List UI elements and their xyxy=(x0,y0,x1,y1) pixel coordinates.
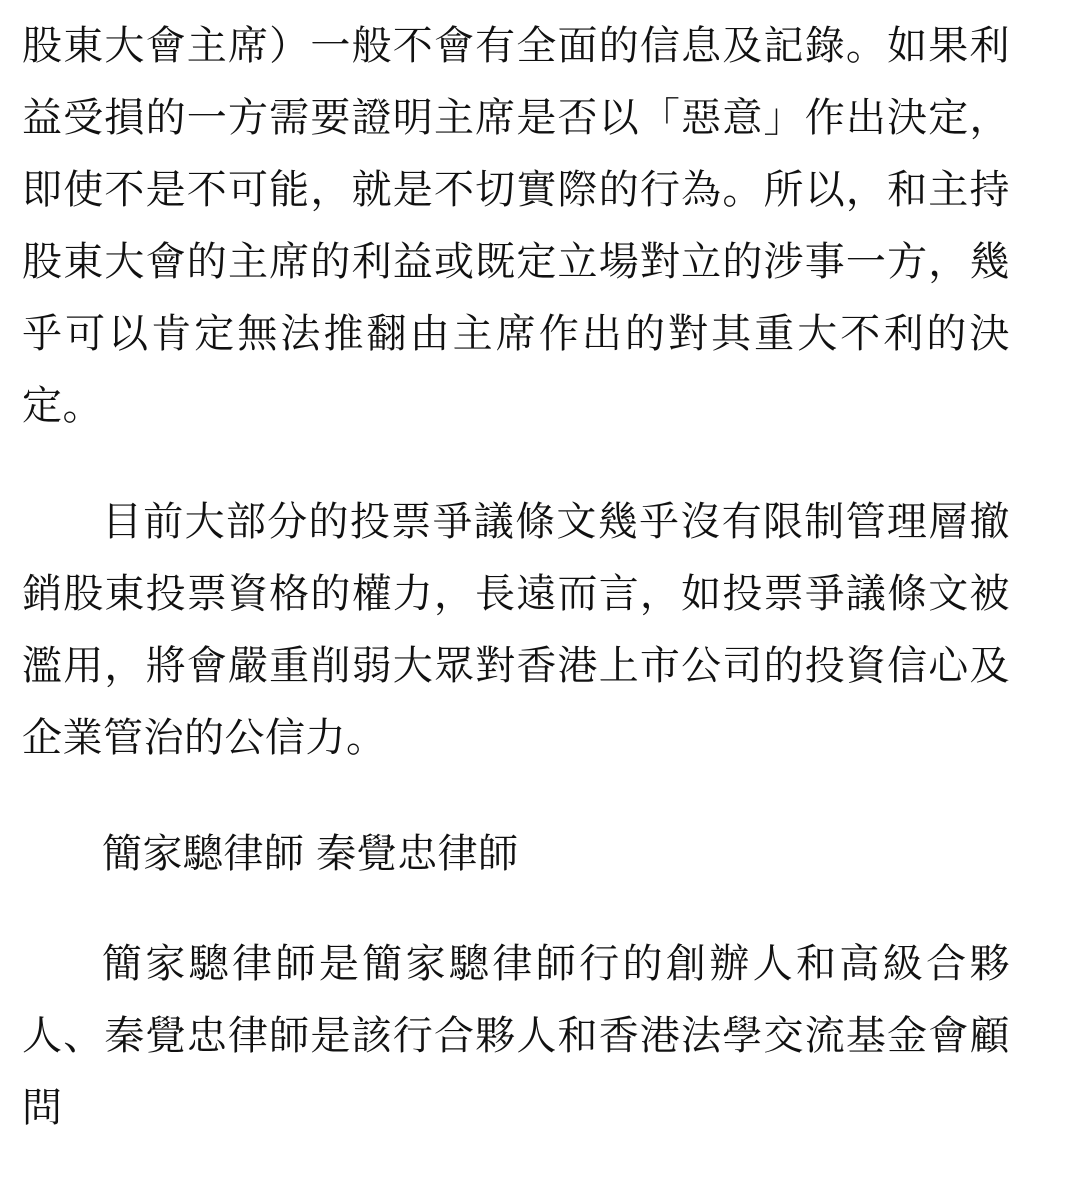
paragraph-spacer xyxy=(22,442,1010,486)
body-paragraph-1: 股東大會主席）一般不會有全面的信息及記錄。如果利益受損的一方需要證明主席是否以「惡意」作出決定，即使不是不可能，就是不切實際的行為。所以，和主持股東大會的主席的利益或既定立場對立的涉事一方，幾乎可以肯定無法推翻由主席作出的對其重大不利的決定。 xyxy=(22,24,1010,428)
byline-spacer xyxy=(22,774,1010,818)
author-byline: 簡家驄律師 秦覺忠律師 xyxy=(102,832,519,876)
bio-spacer xyxy=(22,890,1010,928)
body-paragraph-2: 目前大部分的投票爭議條文幾乎沒有限制管理層撤銷股東投票資格的權力，長遠而言，如投票爭議條文被濫用，將會嚴重削弱大眾對香港上市公司的投資信心及企業管治的公信力。 xyxy=(22,500,1010,760)
author-bio: 簡家驄律師是簡家驄律師行的創辦人和高級合夥人、秦覺忠律師是該行合夥人和香港法學交流基金會顧問 xyxy=(22,942,1010,1130)
